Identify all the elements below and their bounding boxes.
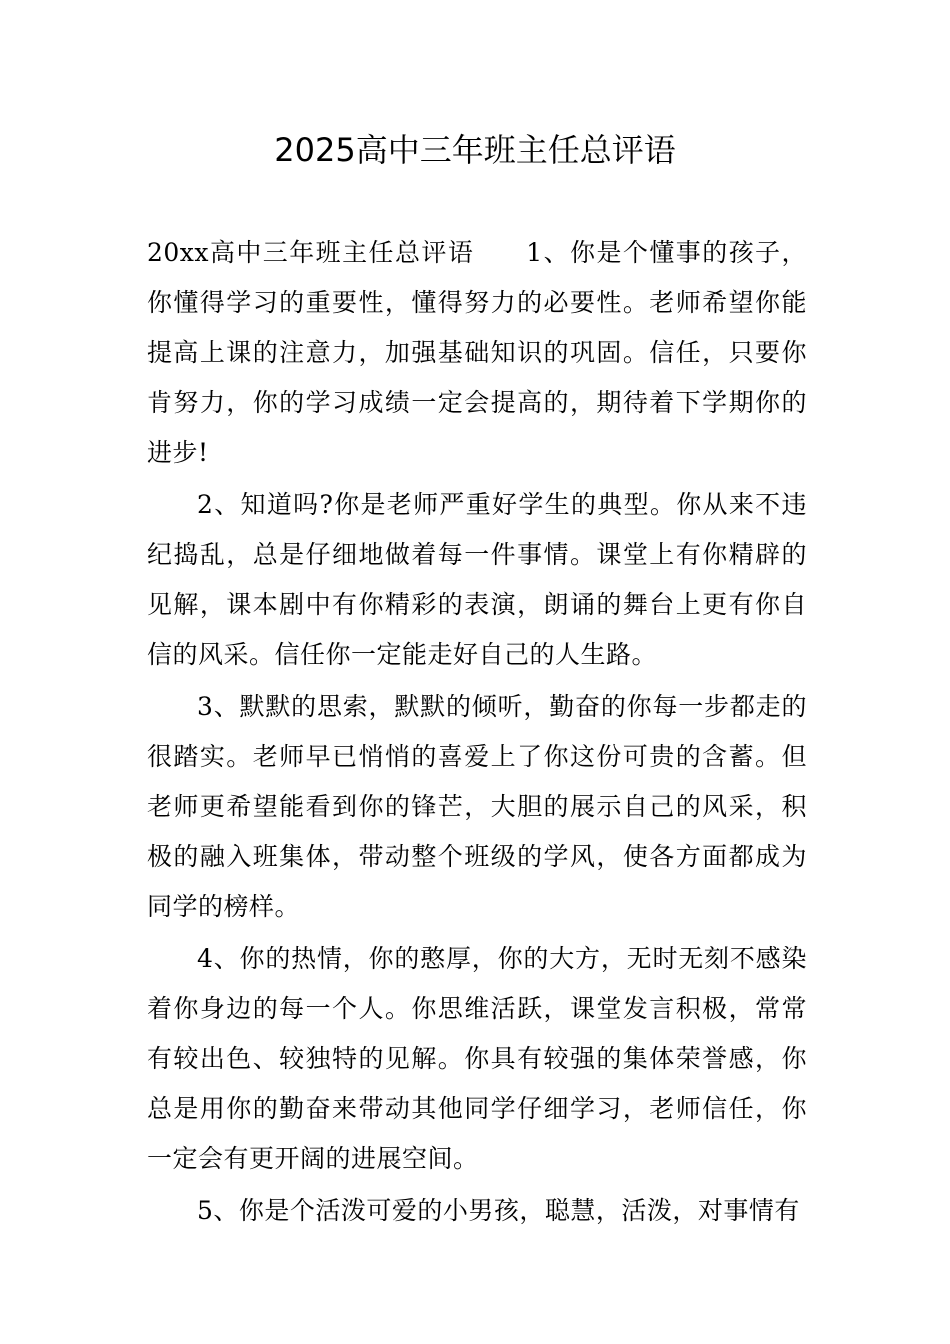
document-body (147, 228, 807, 1238)
paragraph-1 (147, 228, 807, 478)
intro-heading: 20xx高中三年班主任总评语 (147, 238, 475, 267)
paragraph-1-text: 1、你是个懂事的孩子，你懂得学习的重要性，懂得努力的必要性。老师希望你能提高上课的注意力，加强基础知识的巩固。信任，只要你肯努力，你的学习成绩一定会提高的，期待着下学期你的进步! (147, 238, 807, 467)
paragraph-5: 5、你是个活泼可爱的小男孩，聪慧，活泼，对事情有 (197, 1196, 800, 1225)
paragraph-4: 4、你的热情，你的憨厚，你的大方，无时无刻不感染着你身边的每一个人。你思维活跃，课堂发言积极，常常有较出色、较独特的见解。你具有较强的集体荣誉感，你总是用你的勤奋来带动其他同学仔细学习，老师信任，你一定会有更开阔的进展空间。 (147, 944, 807, 1173)
document-title: 2025高中三年班主任总评语 (274, 131, 676, 169)
paragraph-2: 2、知道吗?你是老师严重好学生的典型。你从来不违纪捣乱，总是仔细地做着每一件事情。课堂上有你精辟的见解，课本剧中有你精彩的表演，朗诵的舞台上更有你自信的风采。信任你一定能走好自己的人生路。 (147, 490, 807, 669)
paragraph-3: 3、默默的思索，默默的倾听，勤奋的你每一步都走的很踏实。老师早已悄悄的喜爱上了你这份可贵的含蓄。但老师更希望能看到你的锋芒，大胆的展示自己的风采，积极的融入班集体，带动整个班级的学风，使各方面都成为同学的榜样。 (147, 692, 807, 921)
